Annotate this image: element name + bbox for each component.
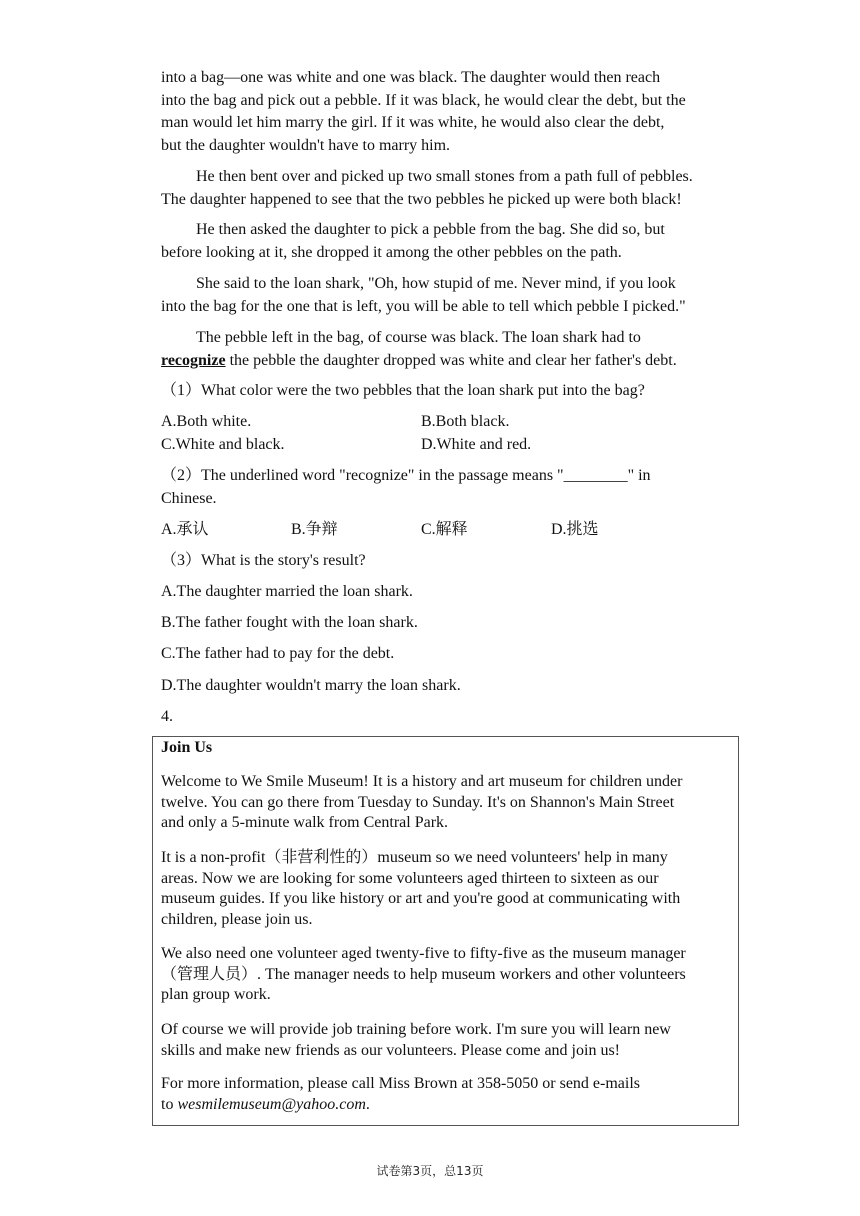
text-line: museum guides. If you like history or art and you're good at communicating with xyxy=(161,890,681,907)
text-line xyxy=(161,350,741,373)
text-line: She said to the loan shark, "Oh, how stupid of me. Never mind, if you look xyxy=(196,275,676,292)
text-fragment: . xyxy=(365,1095,370,1113)
ad-paragraph-1 xyxy=(161,772,733,834)
text-fragment: the pebble the daughter dropped was white and clear her father's debt. xyxy=(225,351,677,369)
text-line: into the bag for the one that is left, you will be able to tell which pebble I picked." xyxy=(161,297,686,315)
q3-option-c: C.The father had to pay for the debt. xyxy=(161,645,395,662)
text-line: areas. Now we are looking for some volunteers aged thirteen to sixteen as our xyxy=(161,869,659,887)
question-2-stem-line2: Chinese. xyxy=(161,490,217,507)
text-line: （管理人员）. The manager needs to help museum workers and other volunteers xyxy=(161,965,686,983)
question-2-stem-line1: （2）The underlined word "recognize" in the passage means "________" in xyxy=(161,467,651,484)
text-line: man would let him marry the girl. If it was white, he would also clear the debt, xyxy=(161,114,665,131)
text-line: before looking at it, she dropped it among the other pebbles on the path. xyxy=(161,243,622,261)
text-line: twelve. You can go there from Tuesday to Sunday. It's on Shannon's Main Street xyxy=(161,793,675,811)
q2-option-d: D.挑选 xyxy=(551,521,599,538)
q1-option-b: B.Both black. xyxy=(421,413,510,430)
ad-paragraph-4 xyxy=(161,1020,733,1061)
text-line: skills and make new friends as our volunteers. Please come and join us! xyxy=(161,1041,620,1059)
question-1-stem: （1）What color were the two pebbles that the loan shark put into the bag? xyxy=(161,382,645,399)
text-line: He then asked the daughter to pick a pebble from the bag. She did so, but xyxy=(196,221,665,238)
text-line: Welcome to We Smile Museum! It is a history and art museum for children under xyxy=(161,773,683,790)
ad-title: Join Us xyxy=(161,739,213,756)
text-line: and only a 5-minute walk from Central Park. xyxy=(161,814,449,831)
q1-option-d: D.White and red. xyxy=(421,436,532,453)
q3-option-b: B.The father fought with the loan shark. xyxy=(161,614,418,631)
q1-option-c: C.White and black. xyxy=(161,436,285,453)
text-line: into the bag and pick out a pebble. If it was black, he would clear the debt, but the xyxy=(161,91,686,109)
q3-option-a: A.The daughter married the loan shark. xyxy=(161,583,413,600)
join-us-ad-box xyxy=(152,736,739,1126)
q2-option-c: C.解释 xyxy=(421,521,468,538)
email-address: wesmilemuseum@yahoo.com xyxy=(177,1095,366,1113)
ad-paragraph-5 xyxy=(161,1074,733,1115)
passage-paragraph-5 xyxy=(161,327,741,372)
passage-paragraph-2 xyxy=(161,166,741,211)
ad-paragraph-2 xyxy=(161,848,733,930)
passage-paragraph-4 xyxy=(161,273,741,318)
text-line: into a bag—one was white and one was black. The daughter would then reach xyxy=(161,69,661,86)
text-fragment: to xyxy=(161,1095,178,1113)
text-line: It is a non-profit（非营利性的）museum so we need volunteers' help in many xyxy=(161,849,668,866)
q2-option-b: B.争辩 xyxy=(291,521,338,538)
ad-paragraph-3 xyxy=(161,944,733,1006)
text-line: but the daughter wouldn't have to marry him. xyxy=(161,136,451,154)
text-line: The pebble left in the bag, of course was black. The loan shark had to xyxy=(196,329,641,346)
page-footer: 试卷第3页，总13页 xyxy=(376,1164,484,1178)
section-number: 4. xyxy=(161,708,173,725)
text-line: The daughter happened to see that the two pebbles he picked up were both black! xyxy=(161,190,682,208)
underlined-word: recognize xyxy=(161,351,226,369)
text-line xyxy=(161,1095,733,1116)
passage-paragraph-1 xyxy=(161,67,741,157)
q1-option-a: A.Both white. xyxy=(161,413,252,430)
question-3-stem: （3）What is the story's result? xyxy=(161,552,366,569)
text-line: children, please join us. xyxy=(161,910,313,928)
text-line: Of course we will provide job training before work. I'm sure you will learn new xyxy=(161,1021,671,1038)
passage-paragraph-3 xyxy=(161,219,741,264)
text-line: plan group work. xyxy=(161,986,271,1003)
q2-option-a: A.承认 xyxy=(161,521,209,538)
text-line: He then bent over and picked up two small stones from a path full of pebbles. xyxy=(196,168,693,185)
text-line: For more information, please call Miss Brown at 358-5050 or send e-mails xyxy=(161,1075,641,1092)
text-line: We also need one volunteer aged twenty-five to fifty-five as the museum manager xyxy=(161,945,686,962)
q3-option-d: D.The daughter wouldn't marry the loan shark. xyxy=(161,677,461,694)
